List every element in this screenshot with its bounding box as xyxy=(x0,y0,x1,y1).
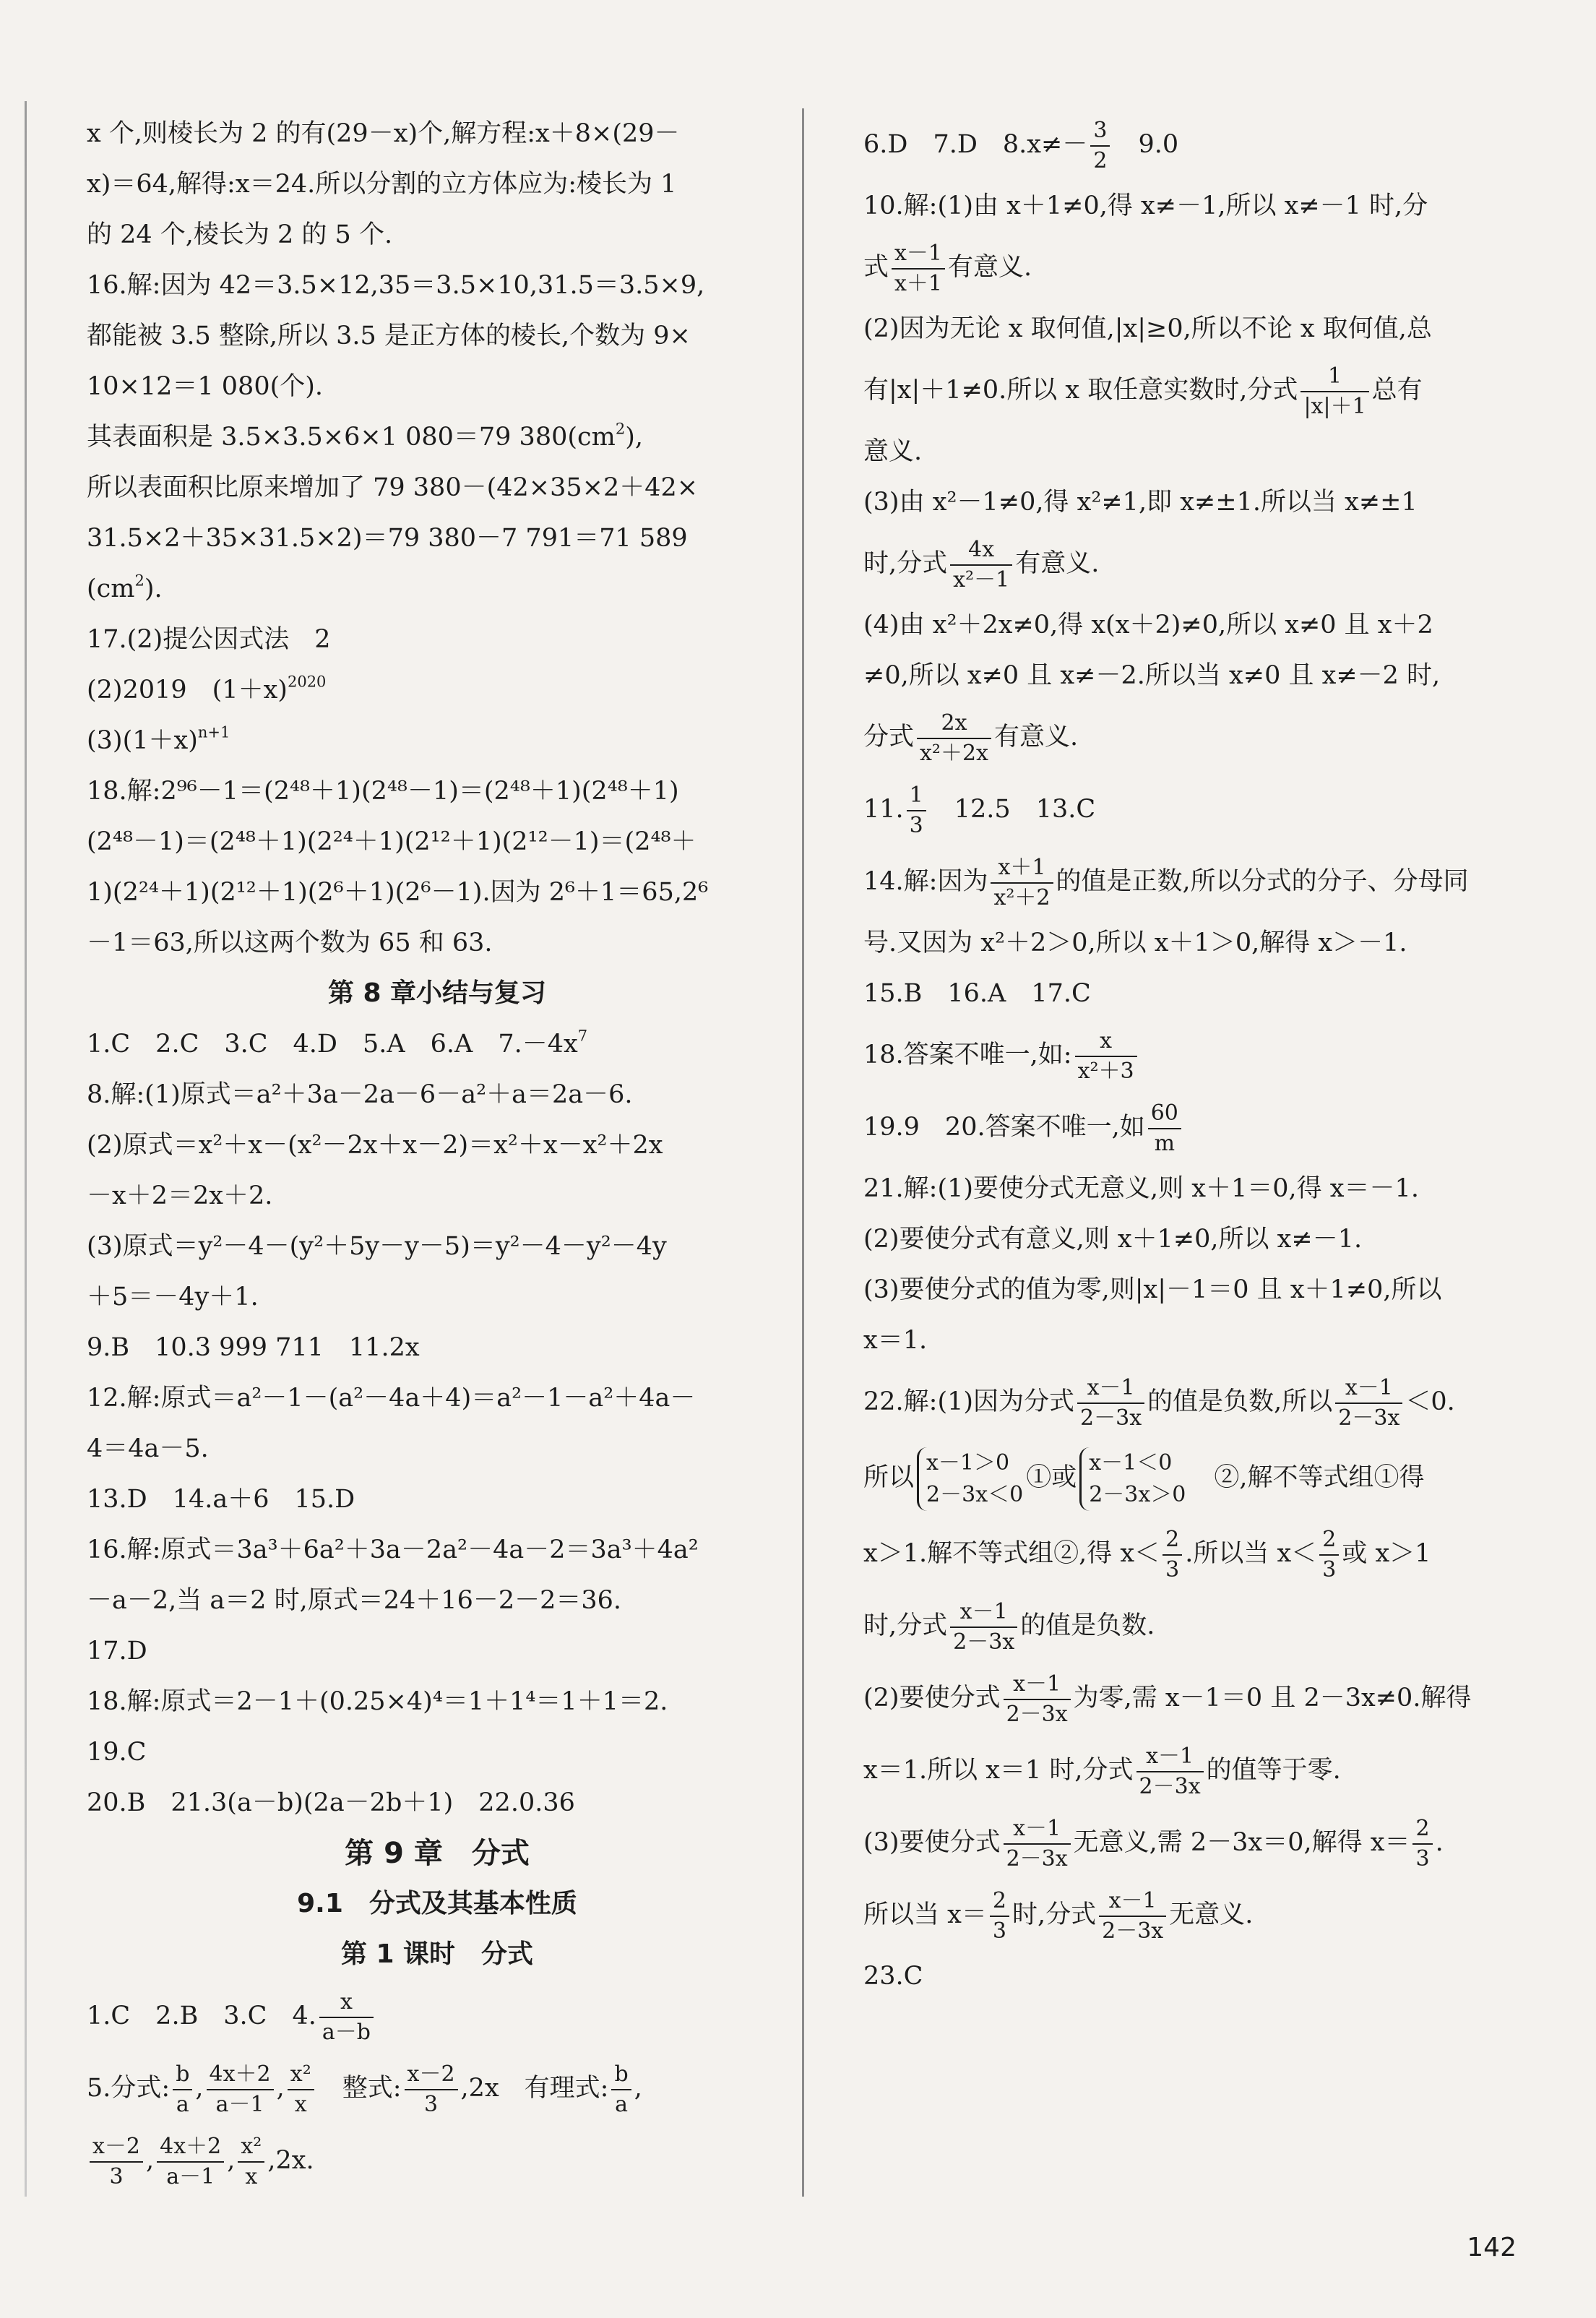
answer-line: x＝1. xyxy=(863,1326,928,1355)
fraction: $\frac{3}{2}$ xyxy=(1090,116,1110,176)
answer-line: ≠0,所以 x≠0 且 x≠－2.所以当 x≠0 且 x≠－2 时, xyxy=(863,661,1441,690)
answer-line: (3)要使分式 $\frac{x-1}{2-3x}$ 无意义,需 2－3x＝0,解得 x＝ $\frac{2}{3}$ . xyxy=(863,1806,1564,1879)
answer-line: (3)原式＝y²－4－(y²＋5y－y－5)＝y²－4－y²－4y xyxy=(87,1232,667,1261)
answer-line: 6.D 7.D 8.x≠－ $\frac{3}{2}$ 9.0 xyxy=(863,108,1564,181)
fraction: $\frac{2}{3}$ xyxy=(990,1887,1009,1946)
fraction: $\frac{x-1}{2-3x}$ xyxy=(1004,1814,1071,1874)
answer-line: 17.D xyxy=(87,1637,147,1666)
answer-line: －x＋2＝2x＋2. xyxy=(87,1181,273,1210)
answer-8: 8.解:(1)原式＝a²＋3a－2a－6－a²＋a＝2a－6. xyxy=(87,1080,633,1109)
fraction: $\frac{\text{x²}}{x}$ xyxy=(238,2132,264,2192)
answer-line: 时,分式 $\frac{x-1}{2-3x}$ 的值是负数. xyxy=(863,1590,1564,1662)
answer-18: 18.解:2⁹⁶－1＝(2⁴⁸＋1)(2⁴⁸－1)＝(2⁴⁸＋1)(2⁴⁸＋1) xyxy=(87,777,679,806)
fraction: $\frac{2x}{\text{x²＋2x}}$ xyxy=(917,709,991,768)
answer-line: 时,分式 $\frac{4x}{\text{x²－1}}$ 有意义. xyxy=(863,527,1564,600)
fraction: $\frac{4x+2}{a-1}$ xyxy=(207,2060,274,2119)
answer-line: 意义. xyxy=(863,437,923,466)
answer-line: 1)(2²⁴＋1)(2¹²＋1)(2⁶＋1)(2⁶－1).因为 2⁶＋1＝65,2⁶ xyxy=(87,878,709,907)
answer-line: 19.C xyxy=(87,1738,147,1767)
answer-line: 所以 x－1＞0 2－3x＜0 ①或 x－1＜0 2－3x＞0 ②,解不等式组①得 xyxy=(863,1438,1564,1517)
fraction: $\frac{x}{a-b}$ xyxy=(319,1988,374,2047)
fraction: $\frac{2}{3}$ xyxy=(1412,1814,1432,1874)
fraction: $\frac{x-1}{2-3x}$ xyxy=(1136,1742,1204,1801)
fraction: $\frac{x-1}{2-3x}$ xyxy=(1335,1374,1402,1433)
answer-5: 5.分式: $\frac{b}{a}$ , $\frac{4x+2}{a-1}$ , $\frac{\text{x²}}{x}$ 整式: $\frac{x-2}{3}$ ,2x 有理式: $\frac{b}{a}$ , xyxy=(87,2052,788,2124)
column-divider xyxy=(802,108,804,2197)
answer-line: 20.B 21.3(a－b)(2a－2b＋1) 22.0.36 xyxy=(87,1788,575,1817)
right-column xyxy=(863,108,1564,2002)
answer-line: (2)原式＝x²＋x－(x²－2x＋x－2)＝x²＋x－x²＋2x xyxy=(87,1131,663,1160)
answer-18: 18.答案不唯一,如: $\frac{x}{\text{x²＋3}}$ xyxy=(863,1019,1564,1091)
answer-16: 16.解:原式＝3a³＋6a²＋3a－2a²－4a－2＝3a³＋4a² xyxy=(87,1535,699,1564)
chapter-heading: 第 9 章 分式 xyxy=(345,1837,530,1870)
fraction: $\frac{x+1}{\text{x²＋2}}$ xyxy=(991,853,1053,913)
answer-10: 10.解:(1)由 x＋1≠0,得 x≠－1,所以 x≠－1 时,分 xyxy=(863,191,1428,220)
answer-line: 式 $\frac{x-1}{x+1}$ 有意义. xyxy=(863,231,1564,303)
answer-line: 都能被 3.5 整除,所以 3.5 是正方体的棱长,个数为 9× xyxy=(87,322,691,350)
fraction: $\frac{1}{3}$ xyxy=(907,781,926,840)
answer-line: －1＝63,所以这两个数为 65 和 63. xyxy=(87,929,493,957)
answer-line: 19.9 20.答案不唯一,如 $\frac{60}{m}$ xyxy=(863,1091,1564,1163)
fraction: $\frac{x-2}{3}$ xyxy=(405,2060,458,2119)
answer-line: (2)2019 $(1+x)^{2020}$ xyxy=(87,673,327,705)
answer-line: (2)要使分式有意义,则 x＋1≠0,所以 x≠－1. xyxy=(863,1225,1363,1254)
fraction: $\frac{b}{a}$ xyxy=(611,2060,631,2119)
answer-line: 9.B 10.3 999 711 11.2x xyxy=(87,1333,420,1362)
fraction: $\frac{x-1}{2-3x}$ xyxy=(950,1598,1017,1657)
answer-line: (3)要使分式的值为零,则|x|－1＝0 且 x＋1≠0,所以 xyxy=(863,1275,1442,1304)
answer-line: 所以表面积比原来增加了 79 380－(42×35×2＋42× xyxy=(87,473,699,502)
fraction: $\frac{x-1}{2-3x}$ xyxy=(1099,1887,1166,1946)
answer-line: (3)由 x²－1≠0,得 x²≠1,即 x≠±1.所以当 x≠±1 xyxy=(863,488,1418,517)
answer-line: 1.C 2.B 3.C 4. $\frac{x}{a-b}$ xyxy=(87,1980,788,2052)
answer-line: 有|x|＋1≠0.所以 x 取任意实数时,分式 $\frac{1}{|x|+1}$ 总有 xyxy=(863,354,1564,426)
answer-line: (4)由 x²＋2x≠0,得 x(x＋2)≠0,所以 x≠0 且 x＋2 xyxy=(863,611,1433,639)
answer-line: 4＝4a－5. xyxy=(87,1434,209,1463)
answer-line: 1.C 2.C 3.C 4.D 5.A 6.A $7.-4x^7$ xyxy=(87,1027,588,1059)
answer-line: 13.D 14.a＋6 15.D xyxy=(87,1485,355,1514)
answer-line: (2⁴⁸－1)＝(2⁴⁸＋1)(2²⁴＋1)(2¹²＋1)(2¹²－1)＝(2⁴⁸＋ xyxy=(87,827,696,856)
left-column xyxy=(87,108,788,2197)
answer-line: 所以当 x＝ $\frac{2}{3}$ 时,分式 $\frac{x-1}{2-3x}$ 无意义. xyxy=(863,1879,1564,1951)
fraction: $\frac{x-1}{2-3x}$ xyxy=(1077,1374,1144,1433)
answer-line: $(3)(1+x)^{n+1}$ xyxy=(87,723,230,755)
answer-17: 17.(2)提公因式法 2 xyxy=(87,625,331,654)
fraction: $\frac{60}{m}$ xyxy=(1148,1099,1181,1158)
fraction: $\frac{2}{3}$ xyxy=(1319,1525,1339,1585)
answer-23: 23.C xyxy=(863,1962,923,1991)
answer-line: x 个,则棱长为 2 的有(29－x)个,解方程:x＋8×(29－ xyxy=(87,119,680,148)
fraction: $\frac{x-1}{2-3x}$ xyxy=(1004,1670,1071,1729)
fraction: $\frac{x-1}{x+1}$ xyxy=(892,239,945,298)
answer-12: 12.解:原式＝a²－1－(a²－4a＋4)＝a²－1－a²＋4a－ xyxy=(87,1384,696,1413)
answer-21: 21.解:(1)要使分式无意义,则 x＋1＝0,得 x＝－1. xyxy=(863,1174,1419,1203)
answer-line: x＞1.解不等式组②,得 x＜ $\frac{2}{3}$ .所以当 x＜ $\frac{2}{3}$ 或 x＞1 xyxy=(863,1517,1564,1590)
fraction: $\frac{\text{x²}}{x}$ xyxy=(288,2060,314,2119)
answer-line: 11. $\frac{1}{3}$ 12.5 13.C xyxy=(863,773,1564,845)
answer-14: 14.解:因为 $\frac{x+1}{\text{x²＋2}}$ 的值是正数,所以分式的分子、分母同 xyxy=(863,845,1564,918)
answer-line: 号.又因为 x²＋2＞0,所以 x＋1＞0,解得 x＞－1. xyxy=(863,929,1407,957)
answer-line: (2)要使分式 $\frac{x-1}{2-3x}$ 为零,需 x－1＝0 且 2－3x≠0.解得 xyxy=(863,1662,1564,1734)
fraction: $\frac{2}{3}$ xyxy=(1163,1525,1182,1585)
inequality-system: x－1＜0 2－3x＞0 xyxy=(1079,1447,1186,1511)
fraction: $\frac{x-2}{3}$ xyxy=(90,2132,143,2192)
answer-line: －a－2,当 a＝2 时,原式＝24＋16－2－2＝36. xyxy=(87,1586,622,1615)
fraction: $\frac{x}{\text{x²＋3}}$ xyxy=(1075,1027,1137,1086)
page-number: 142 xyxy=(1467,2233,1517,2262)
section-heading: 第 8 章小结与复习 xyxy=(327,978,547,1008)
answer-line: x＝1.所以 x＝1 时,分式 $\frac{x-1}{2-3x}$ 的值等于零. xyxy=(863,1734,1564,1806)
answer-line: 10×12＝1 080(个). xyxy=(87,372,324,401)
answer-line: 其表面积是 3.5×3.5×6×1 080＝79 $380(cm^2)$, xyxy=(87,420,643,452)
answer-16: 16.解:因为 42＝3.5×12,35＝3.5×10,31.5＝3.5×9, xyxy=(87,271,705,300)
answer-22: 22.解:(1)因为分式 $\frac{x-1}{2-3x}$ 的值是负数,所以 $\frac{x-1}{2-3x}$ ＜0. xyxy=(863,1366,1564,1438)
fraction: $\frac{4x}{\text{x²－1}}$ xyxy=(950,535,1012,595)
answer-line: ＋5＝－4y＋1. xyxy=(87,1283,259,1311)
answer-line: 的 24 个,棱长为 2 的 5 个. xyxy=(87,220,393,249)
fraction: $\frac{4x+2}{a-1}$ xyxy=(157,2132,224,2192)
section-heading: 9.1 分式及其基本性质 xyxy=(297,1889,577,1918)
fraction: $\frac{1}{|x|+1}$ xyxy=(1300,362,1368,421)
answer-line: (2)因为无论 x 取何值,|x|≥0,所以不论 x 取何值,总 xyxy=(863,314,1432,343)
lesson-heading: 第 1 课时 分式 xyxy=(340,1939,534,1969)
page-binding-edge xyxy=(25,101,27,2197)
answer-18: 18.解:原式＝2－1＋(0.25×4)⁴＝1＋1⁴＝1＋1＝2. xyxy=(87,1687,668,1716)
fraction: $\frac{b}{a}$ xyxy=(173,2060,192,2119)
answer-line: x)＝64,解得:x＝24.所以分割的立方体应为:棱长为 1 xyxy=(87,170,677,199)
answer-line: $(cm^2)$. xyxy=(87,572,163,603)
answer-line: 31.5×2＋35×31.5×2)＝79 380－7 791＝71 589 xyxy=(87,524,688,553)
answer-line: 15.B 16.A 17.C xyxy=(863,979,1091,1008)
answer-line: $\frac{x-2}{3}$ , $\frac{4x+2}{a-1}$ , $\frac{\text{x²}}{x}$ ,2x. xyxy=(87,2124,788,2197)
answer-line: 分式 $\frac{2x}{\text{x²＋2x}}$ 有意义. xyxy=(863,701,1564,773)
inequality-system: x－1＞0 2－3x＜0 xyxy=(917,1447,1023,1511)
